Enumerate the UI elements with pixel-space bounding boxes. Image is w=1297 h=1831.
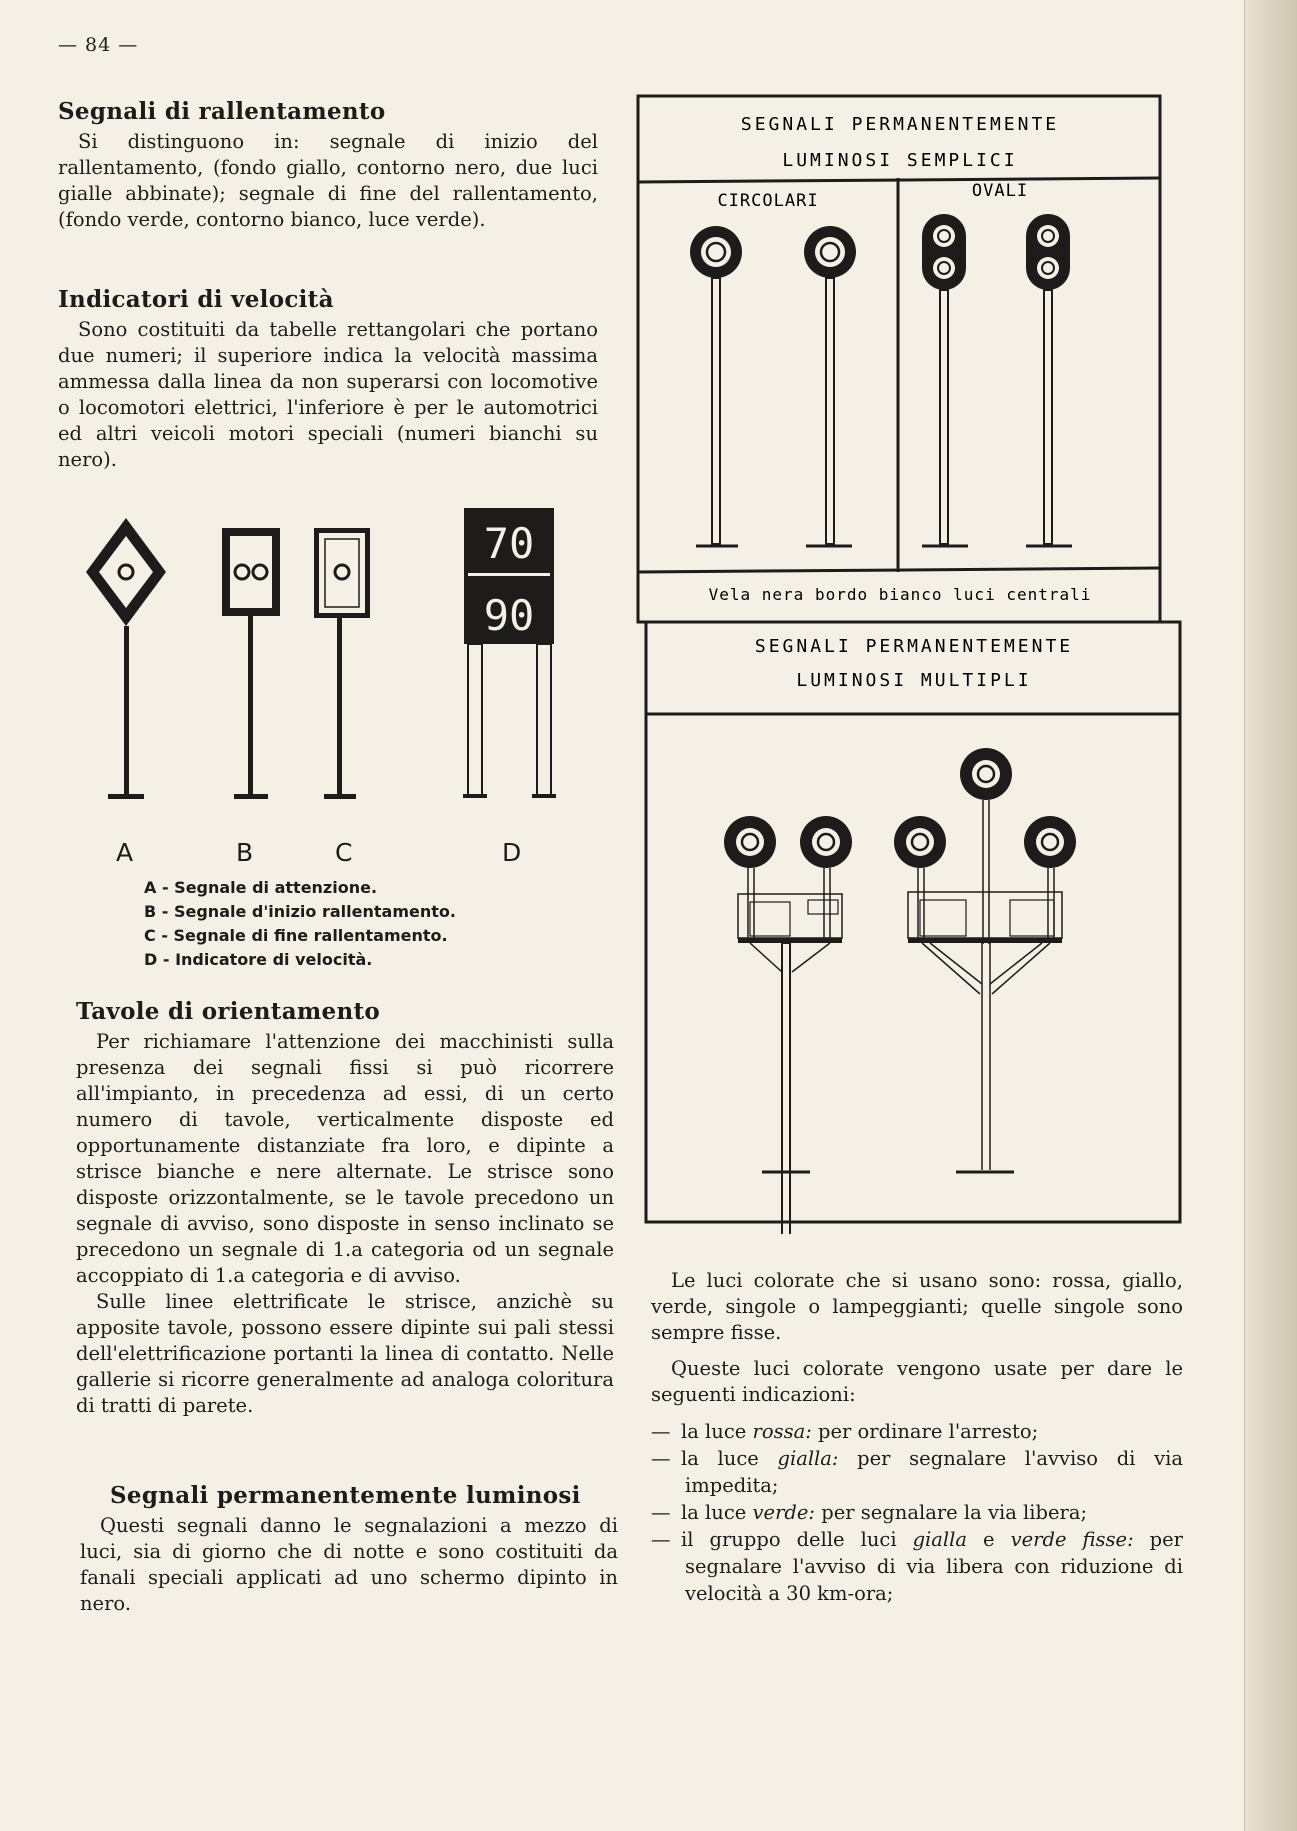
section-orientamento [76, 998, 614, 1419]
page-number: — 84 — [58, 34, 139, 56]
signal-a-diamond [86, 518, 166, 799]
list-item: — il gruppo delle luci gialla e verde fisse: per segnalare l'avviso di via libera con riduzione di velocità a 30 km-ora; [651, 1528, 1183, 1605]
multiple-signal-double [724, 816, 852, 1234]
section-title: Segnali permanentemente luminosi [110, 1482, 581, 1509]
section-text: Questi segnali danno le segnalazioni a mezzo di luci, sia di giorno che di notte e sono costituiti da fanali speciali applicati ad uno schermo dipinto in nero. [80, 1514, 618, 1615]
section-luminosi [80, 1482, 618, 1617]
figure-captions [144, 876, 564, 972]
letter-b: B [236, 838, 254, 867]
section-text: Per richiamare l'attenzione dei macchinisti sulla presenza dei segnali fissi si può ricorrere all'impianto, in precedenza ad essi, di un certo numero di tavole, verticalmente disposte ed opportunamente distanziate fra loro, e dipinte a strisce bianche e nere alternate. Le strisce sono disposte orizzontalmente, se le tavole precedono un segnale di avviso, sono disposte in senso inclinato se precedono un segnale di 1.a categoria od un segnale accoppiato di 1.a categoria e di avviso. [76, 1030, 614, 1287]
caption-item: C - Segnale di fine rallentamento. [144, 926, 448, 945]
speed-signals-figure [70, 500, 590, 820]
section-title: Tavole di orientamento [76, 998, 381, 1025]
figure-letters [0, 838, 600, 868]
section-title: Indicatori di velocità [58, 286, 334, 313]
caption-item: B - Segnale d'inizio rallentamento. [144, 902, 456, 921]
multiple-signal-triple [894, 748, 1076, 1172]
text-indicazioni: Queste luci colorate vengono usate per dare le seguenti indicazioni: [651, 1357, 1183, 1406]
text-luci-colorate: Le luci colorate che si usano sono: rossa, giallo, verde, singole o lampeggianti; quelle singole sono sempre fisse. [651, 1269, 1183, 1344]
signal-b-two-lights [222, 528, 280, 799]
indications-list [651, 1418, 1183, 1607]
letter-a: A [116, 838, 134, 867]
section-title: Segnali di rallentamento [58, 98, 386, 125]
letter-c: C [335, 838, 353, 867]
oval-signal [1026, 214, 1072, 546]
footnote-vela: Vela nera bordo bianco luci centrali [708, 585, 1092, 604]
letter-d: D [502, 838, 522, 867]
circular-signal [690, 226, 742, 546]
signal-d-speed-board [463, 508, 556, 798]
signal-c-one-light [314, 528, 370, 799]
section-text: Sulle linee elettrificate le strisce, anzichè su apposite tavole, possono essere dipinte sui pali stessi dell'elettrificazione portanti la linea di contatto. Nelle gallerie si ricorre generalmente ad analoga coloritura di tratti di parete. [76, 1290, 614, 1417]
header-semplici-line1: SEGNALI PERMANENTEMENTE [740, 114, 1060, 135]
oval-signal [922, 214, 968, 546]
header-multipli-line2: LUMINOSI MULTIPLI [796, 670, 1032, 691]
list-item: — la luce gialla: per segnalare l'avviso di via impedita; [651, 1447, 1183, 1497]
list-item: — la luce verde: per segnalare la via libera; [651, 1501, 1088, 1524]
caption-item: A - Segnale di attenzione. [144, 878, 378, 897]
right-text [651, 1268, 1183, 1607]
circular-signal [804, 226, 856, 546]
section-velocita [58, 286, 598, 473]
label-ovali: OVALI [971, 181, 1029, 201]
list-item: — la luce rossa: per ordinare l'arresto; [651, 1420, 1039, 1443]
caption-item: D - Indicatore di velocità. [144, 950, 373, 969]
page-edge [1244, 0, 1297, 1831]
speed-top-value: 70 [483, 519, 535, 568]
header-semplici-line2: LUMINOSI SEMPLICI [782, 150, 1018, 171]
speed-bottom-value: 90 [483, 591, 535, 640]
label-circolari: CIRCOLARI [717, 191, 819, 211]
section-text: Si distinguono in: segnale di inizio del rallentamento, (fondo giallo, contorno nero, due luci gialle abbinate); segnale di fine del rallentamento, (fondo verde, contorno bianco, luce verde). [58, 130, 598, 231]
luminous-signals-figure [630, 94, 1190, 1234]
section-rallentamento [58, 98, 598, 233]
section-text: Sono costituiti da tabelle rettangolari che portano due numeri; il superiore indica la velocità massima ammessa dalla linea da non superarsi con locomotive o locomotori elettrici, l'inferiore è per le automotrici ed altri veicoli motori speciali (numeri bianchi su nero). [58, 318, 598, 471]
header-multipli-line1: SEGNALI PERMANENTEMENTE [754, 636, 1074, 657]
